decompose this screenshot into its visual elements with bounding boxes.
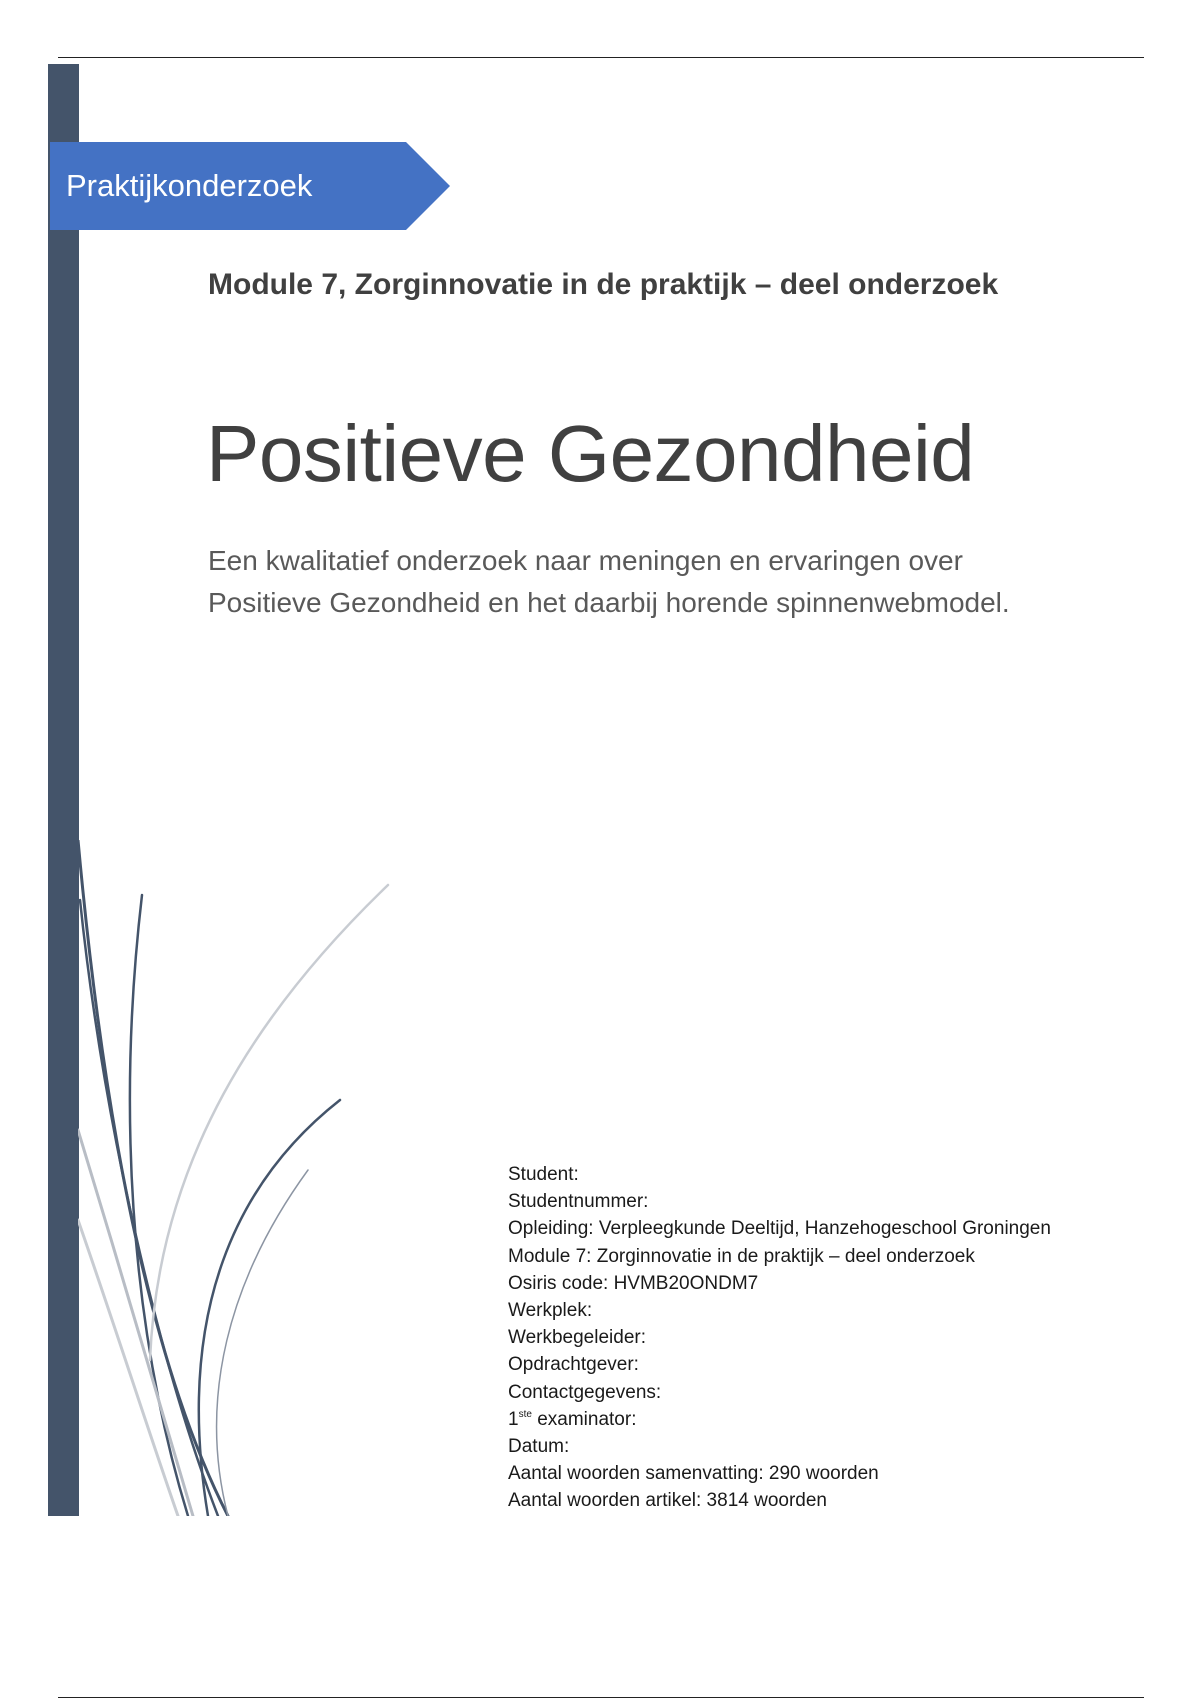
examinator-label: examinator: [531, 1408, 637, 1430]
examinator-number: 1 [508, 1408, 519, 1430]
info-contactgegevens: Contactgegevens: [508, 1381, 662, 1403]
info-examinator [508, 1406, 1148, 1433]
info-werkplek: Werkplek: [508, 1300, 593, 1322]
module-subtitle: Module 7, Zorginnovatie in de praktijk – deel onderzoek [208, 268, 999, 301]
document-description: Een kwalitatief onderzoek naar meningen en ervaringen over Positieve Gezondheid en het daarbij horende spinnenwebmodel. [208, 545, 1010, 618]
banner-label: Praktijkonderzoek [66, 168, 313, 203]
info-studentnummer: Studentnummer: [508, 1191, 649, 1213]
info-opdrachtgever: Opdrachtgever: [508, 1354, 639, 1376]
info-block [508, 1161, 1148, 1515]
info-datum: Datum: [508, 1436, 570, 1458]
info-osiris-code: Osiris code: HVMB20ONDM7 [508, 1272, 759, 1294]
examinator-ordinal: ste [518, 1408, 532, 1420]
top-rule [58, 57, 1144, 58]
document-title: Positieve Gezondheid [206, 409, 975, 498]
info-woorden-samenvatting: Aantal woorden samenvatting: 290 woorden [508, 1463, 879, 1485]
info-opleiding: Opleiding: Verpleegkunde Deeltijd, Hanzehogeschool Groningen [508, 1218, 1051, 1240]
info-module: Module 7: Zorginnovatie in de praktijk – deel onderzoek [508, 1245, 975, 1267]
cover-banner [50, 142, 450, 230]
info-werkbegeleider: Werkbegeleider: [508, 1327, 647, 1349]
info-woorden-artikel: Aantal woorden artikel: 3814 woorden [508, 1490, 827, 1512]
bottom-rule [58, 1697, 1144, 1698]
decorative-swirl [78, 840, 398, 1516]
side-bar [48, 64, 79, 1516]
info-student: Student: [508, 1164, 579, 1185]
